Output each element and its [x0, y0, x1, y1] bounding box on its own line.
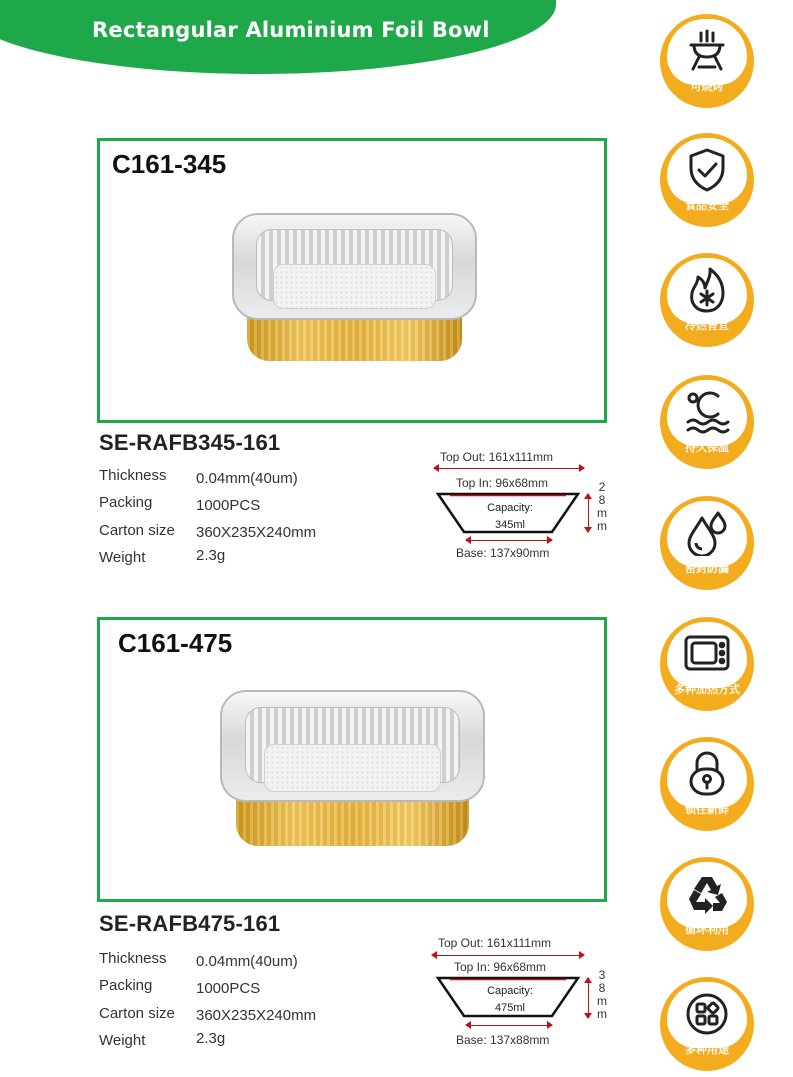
microwave-icon [660, 625, 754, 683]
base-arrow [466, 540, 552, 541]
feature-badge-recyclable [660, 857, 754, 951]
feature-label: 冷热皆宜 [685, 319, 729, 332]
shield-check-icon [660, 141, 754, 199]
top-in-label: Top In: 96x68mm [456, 476, 549, 490]
apps-grid-icon [660, 985, 754, 1043]
foil-bowl-image [232, 213, 477, 361]
spec-value: 2.3g [196, 547, 226, 564]
capacity-value: 475ml [495, 1002, 525, 1014]
spec-value: 1000PCS [196, 980, 261, 997]
fire-snowflake-icon [660, 261, 754, 319]
product-code: C161-475 [118, 628, 233, 658]
feature-badge-multipurpose [660, 977, 754, 1071]
capacity-label: Capacity: [487, 985, 533, 997]
depth-label: 3 8 m m [597, 968, 607, 1021]
depth-arrow [588, 978, 589, 1018]
feature-label: 多种用途 [685, 1043, 729, 1056]
depth-label: 2 8 m m [597, 480, 607, 533]
dimension-diagram [428, 448, 618, 578]
top-in-label: Top In: 96x68mm [454, 960, 547, 974]
feature-badge-food-safety [660, 133, 754, 227]
recycle-icon [660, 865, 754, 923]
base-arrow [466, 1025, 552, 1026]
feature-badge-grill [660, 14, 754, 108]
water-drops-icon [660, 504, 754, 562]
product-photo-frame [97, 617, 607, 902]
feature-badge-heat-retention [660, 375, 754, 469]
spec-label: Weight [99, 1032, 146, 1049]
feature-label: 密封防漏 [685, 562, 729, 575]
product-code: C161-345 [112, 149, 227, 179]
feature-badge-hot-cold [660, 253, 754, 347]
depth-arrow [588, 494, 589, 532]
spec-label: Carton size [99, 1005, 175, 1022]
spec-value: 0.04mm(40um) [196, 953, 298, 970]
celsius-heat-icon [660, 383, 754, 441]
model-number: SE-RAFB345-161 [99, 430, 281, 455]
feature-label: 持久保温 [685, 441, 729, 454]
spec-value: 0.04mm(40um) [196, 470, 298, 487]
spec-label: Weight [99, 549, 146, 566]
feature-label: 食品安全 [685, 199, 729, 212]
top-out-label: Top Out: 161x111mm [438, 936, 551, 950]
top-out-arrow [434, 468, 584, 469]
grill-icon [660, 22, 754, 80]
feature-badge-freshness [660, 737, 754, 831]
dimension-diagram [428, 934, 618, 1064]
spec-label: Packing [99, 494, 153, 511]
feature-label: 循环利用 [685, 923, 729, 936]
foil-bowl-image [220, 690, 485, 846]
spec-label: Carton size [99, 522, 175, 539]
spec-value: 1000PCS [196, 497, 261, 514]
product-photo-frame [97, 138, 607, 423]
padlock-icon [660, 745, 754, 803]
feature-label: 可烧烤 [690, 80, 724, 93]
feature-badge-leakproof [660, 496, 754, 590]
feature-badge-heating-methods [660, 617, 754, 711]
spec-value: 360X235X240mm [196, 524, 317, 541]
top-out-label: Top Out: 161x111mm [440, 450, 553, 464]
spec-value: 2.3g [196, 1030, 226, 1047]
capacity-label: Capacity: [487, 502, 533, 514]
base-label: Base: 137x88mm [456, 1033, 550, 1047]
page-title: Rectangular Aluminium Foil Bowl [92, 18, 490, 42]
base-label: Base: 137x90mm [456, 546, 550, 560]
spec-value: 360X235X240mm [196, 1007, 317, 1024]
feature-label: 多种加热方式 [674, 683, 740, 696]
top-out-arrow [432, 955, 584, 956]
spec-label: Thickness [99, 950, 167, 967]
spec-label: Thickness [99, 467, 167, 484]
feature-label: 锁住新鲜 [685, 803, 729, 816]
model-number: SE-RAFB475-161 [99, 911, 281, 936]
capacity-value: 345ml [495, 519, 525, 531]
spec-label: Packing [99, 977, 153, 994]
